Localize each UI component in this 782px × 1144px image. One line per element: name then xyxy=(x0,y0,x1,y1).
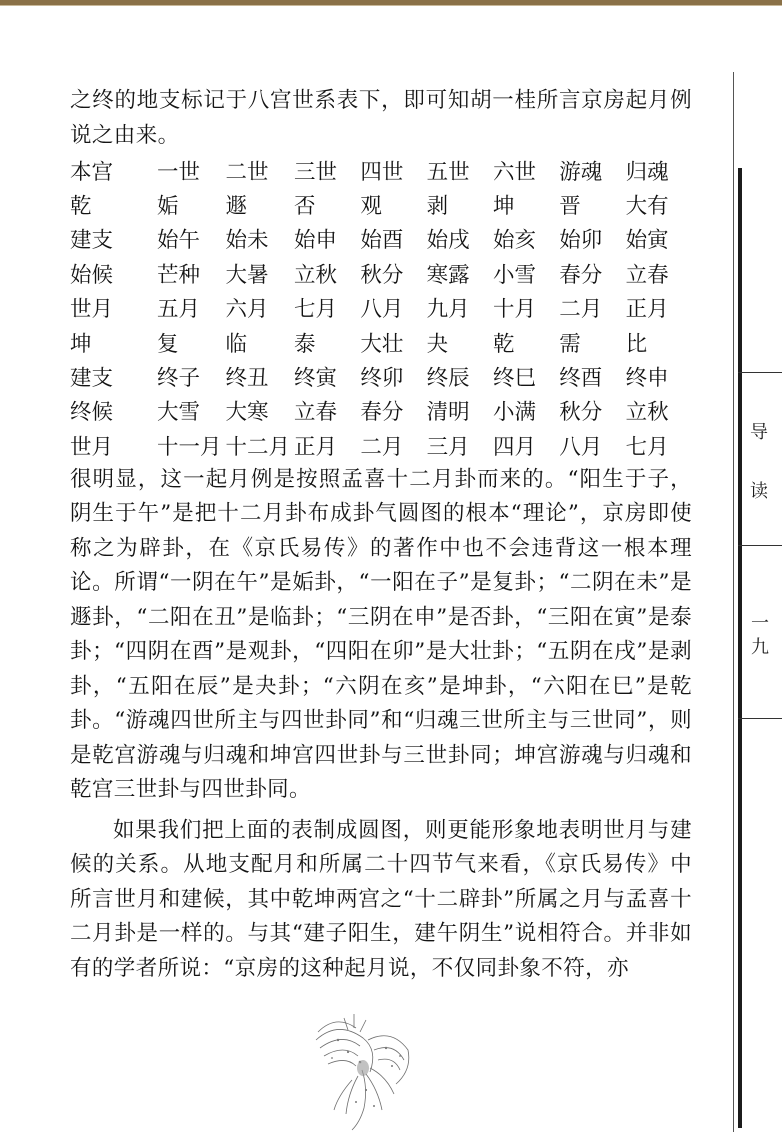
table-cell: 立春 xyxy=(294,400,338,426)
table-cell: 正月 xyxy=(294,434,338,460)
section-label-char: 导 xyxy=(750,422,768,443)
table-cell: 十二月 xyxy=(225,434,290,460)
table-cell: 建支 xyxy=(70,366,114,392)
table-cell: 七月 xyxy=(625,434,669,460)
table-cell: 终候 xyxy=(70,400,114,426)
table-cell: 终申 xyxy=(625,366,669,392)
table-cell: 四月 xyxy=(492,434,536,460)
table-cell: 坤 xyxy=(70,331,92,357)
section-label-char: 读 xyxy=(750,481,768,502)
table-cell: 剥 xyxy=(426,194,449,220)
table-cell: 大有 xyxy=(625,194,669,220)
table-cell: 世月 xyxy=(70,297,114,323)
table-row xyxy=(70,256,692,290)
table-cell: 始卯 xyxy=(559,228,603,254)
table-cell: 比 xyxy=(625,331,648,357)
table-cell: 六月 xyxy=(225,297,269,323)
table-header-cell: 四世 xyxy=(360,159,404,185)
margin-rule-thick xyxy=(738,168,742,1128)
table-row xyxy=(70,187,692,221)
table-header-cell: 本宫 xyxy=(70,159,114,185)
table-row xyxy=(70,359,692,393)
table-cell: 清明 xyxy=(426,400,470,426)
margin-separator xyxy=(738,718,782,719)
table-cell: 九月 xyxy=(426,297,470,323)
table-header-cell: 二世 xyxy=(225,159,269,185)
table-cell: 复 xyxy=(156,331,179,357)
table-cell: 始寅 xyxy=(625,228,669,254)
table-cell: 始未 xyxy=(225,228,269,254)
page-content xyxy=(70,84,692,986)
table-cell: 小雪 xyxy=(492,262,536,288)
table-cell: 晋 xyxy=(559,194,581,220)
table-cell: 姤 xyxy=(156,194,179,220)
table-cell: 正月 xyxy=(625,297,669,323)
eight-palace-table xyxy=(70,153,692,463)
table-cell: 终巳 xyxy=(492,366,536,392)
table-cell: 大雪 xyxy=(156,400,200,426)
table-cell: 春分 xyxy=(360,400,404,426)
table-cell: 大寒 xyxy=(225,400,269,426)
table-cell: 大壮 xyxy=(360,331,404,357)
page-number: 一九 xyxy=(751,613,769,658)
table-cell: 大暑 xyxy=(225,262,269,288)
table-cell: 立春 xyxy=(625,262,669,288)
table-cell: 终辰 xyxy=(426,366,470,392)
table-cell: 十一月 xyxy=(156,434,222,460)
table-header-row xyxy=(70,153,692,187)
table-cell: 秋分 xyxy=(360,262,404,288)
table-cell: 终酉 xyxy=(559,366,603,392)
table-cell: 立秋 xyxy=(625,400,669,426)
paragraph-2: 很明显，这一起月例是按照孟喜十二月卦而来的。“阳生于子，阴生于午”是把十二月卦布成卦气圆图的根本“理论”，京房即使称之为辟卦，在《京氏易传》的著作中也不会违背这一根本理论。所谓“一阴在午”是姤卦，“一阳在子”是复卦；“二阴在未”是遯卦，“二阳在丑”是临卦；“三阴在申”是否卦，“三阳在寅”是泰卦；“四阴在酉”是观卦，“四阳在卯”是大壮卦；“五阴在戌”是剥卦，“五阳在辰”是夬卦；“六阴在亥”是坤卦，“六阳在巳”是乾卦。“游魂四世所主与四世卦同”和“归魂三世所主与三世同”，则是乾宫游魂与归魂和坤宫四世卦与三世卦同；坤宫游魂与归魂和乾宫三世卦与四世卦同。 xyxy=(70,466,692,803)
table-header-cell: 五世 xyxy=(426,159,470,185)
table-cell: 二月 xyxy=(360,434,404,460)
margin-rule-thin xyxy=(733,72,734,1132)
table-cell: 芒种 xyxy=(156,262,200,288)
table-cell: 需 xyxy=(559,331,581,357)
table-cell: 始戌 xyxy=(426,228,470,254)
table-cell: 八月 xyxy=(360,297,404,323)
table-cell: 否 xyxy=(294,194,316,220)
table-cell: 立秋 xyxy=(294,262,338,288)
table-cell: 小满 xyxy=(492,400,536,426)
table-cell: 秋分 xyxy=(559,400,603,426)
table-header-cell: 归魂 xyxy=(625,159,669,185)
table-cell: 临 xyxy=(225,331,247,357)
table-cell: 始申 xyxy=(294,228,338,254)
table-cell: 二月 xyxy=(559,297,603,323)
table-cell: 十月 xyxy=(492,297,536,323)
table-cell: 建支 xyxy=(70,228,114,254)
table-row xyxy=(70,222,692,256)
table-header-cell: 游魂 xyxy=(559,159,603,185)
table-cell: 八月 xyxy=(559,434,603,460)
table-header-cell: 六世 xyxy=(492,159,536,185)
table-cell: 夬 xyxy=(426,331,449,357)
table-cell: 世月 xyxy=(70,434,114,460)
table-cell: 乾 xyxy=(492,331,515,357)
table-cell: 终子 xyxy=(156,366,200,392)
table-cell: 三月 xyxy=(426,434,470,460)
table-cell: 乾 xyxy=(70,194,92,220)
table-cell: 终丑 xyxy=(225,366,269,392)
table-row xyxy=(70,394,692,428)
table-cell: 终寅 xyxy=(294,366,338,392)
margin-separator xyxy=(738,545,782,546)
table-cell: 观 xyxy=(360,194,382,220)
table-header-cell: 三世 xyxy=(294,159,338,185)
table-cell: 遯 xyxy=(225,194,247,220)
bird-ornament-icon xyxy=(308,1010,418,1135)
table-cell: 寒露 xyxy=(426,262,470,288)
table-header-cell: 一世 xyxy=(156,159,200,185)
table-row xyxy=(70,325,692,359)
table-cell: 五月 xyxy=(156,297,200,323)
table-cell: 泰 xyxy=(294,331,316,357)
table-cell: 坤 xyxy=(492,194,515,220)
paragraph-1: 之终的地支标记于八宫世系表下，即可知胡一桂所言京房起月例说之由来。 xyxy=(70,88,692,148)
table-cell: 始候 xyxy=(70,262,114,288)
table-cell: 终卯 xyxy=(360,366,404,392)
top-border-line xyxy=(0,5,782,6)
table-cell: 始亥 xyxy=(492,228,536,254)
table-cell: 始酉 xyxy=(360,228,404,254)
table-cell: 始午 xyxy=(156,228,200,254)
table-row xyxy=(70,428,692,462)
table-row xyxy=(70,291,692,325)
table-cell: 七月 xyxy=(294,297,338,323)
margin-separator xyxy=(738,372,782,373)
table-cell: 春分 xyxy=(559,262,603,288)
paragraph-3: 如果我们把上面的表制成圆图，则更能形象地表明世月与建候的关系。从地支配月和所属二十四节气来看，《京氏易传》中所言世月和建候，其中乾坤两宫之“十二辟卦”所属之月与孟喜十二月卦是一样的。与其“建子阳生，建午阴生”说相符合。并非如有的学者所说：“京房的这种起月说，不仅同卦象不符，亦 xyxy=(70,817,692,981)
